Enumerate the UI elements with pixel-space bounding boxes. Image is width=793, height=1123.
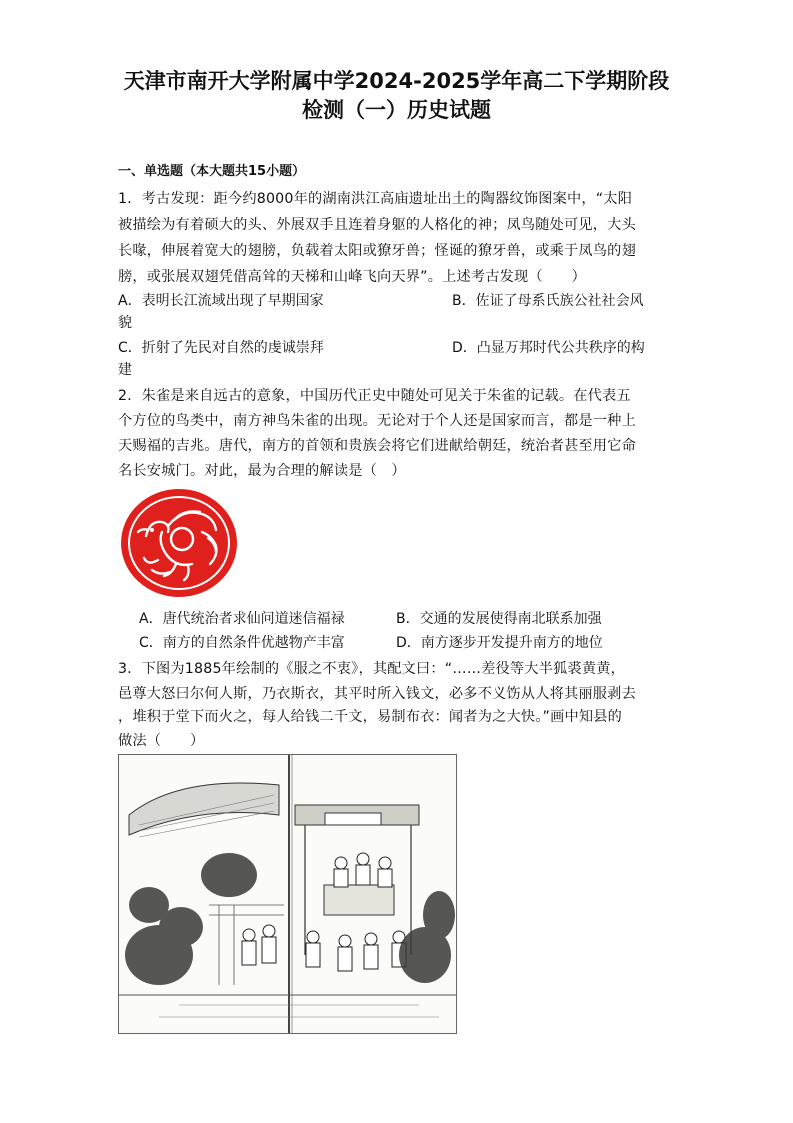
q3-stem-line: ，堆积于堂下而火之，每人给钱二千文，易制布衣：闻者为之大快。”画中知县的 bbox=[118, 709, 623, 725]
q3-stem-line: 邑尊大怒曰尔何人斯，乃衣斯衣，其平时所入钱文，必多不义饬从人将其丽服剥去 bbox=[118, 686, 636, 702]
q1-option-a[interactable]: A．表明长江流域出现了早期国家 bbox=[118, 293, 324, 309]
q2-option-c[interactable]: C．南方的自然条件优越物产丰富 bbox=[139, 635, 345, 651]
q1-option-c[interactable]: C．折射了先民对自然的虔诚崇拜 bbox=[118, 340, 324, 356]
q2-stem-line: 天赐福的吉兆。唐代，南方的首领和贵族会将它们进献给朝廷，统治者甚至用它命 bbox=[118, 438, 636, 454]
q1-stem-line: 被描绘为有着硕大的头、外展双手且连着身躯的人格化的神；凤鸟随处可见，大头 bbox=[118, 217, 636, 233]
q2-stem-line: 2．朱雀是来自远古的意象，中国历代正史中随处可见关于朱雀的记载。在代表五 bbox=[118, 388, 631, 404]
q2-stem-line: 个方位的鸟类中，南方神鸟朱雀的出现。无论对于个人还是国家而言，都是一种上 bbox=[118, 413, 636, 429]
q1-stem-line: 膀，或张展双翅凭借高耸的天梯和山峰飞向天界”。上述考古发现（ ） bbox=[118, 269, 586, 285]
q3-stem-line: 做法（ ） bbox=[118, 733, 205, 749]
exam-title-line2: 检测（一）历史试题 bbox=[302, 98, 491, 122]
q3-stem-line: 3．下图为1885年绘制的《服之不衷》，其配文曰：“……差役等大半狐裘黄黄， bbox=[118, 661, 625, 677]
exam-title-line1: 天津市南开大学附属中学2024-2025学年高二下学期阶段 bbox=[123, 69, 670, 93]
q1-option-b-wrap: 貌 bbox=[118, 315, 132, 331]
q2-option-b[interactable]: B．交通的发展使得南北联系加强 bbox=[396, 611, 602, 627]
q2-option-a[interactable]: A．唐代统治者求仙问道迷信福禄 bbox=[139, 611, 345, 627]
q1-option-d[interactable]: D．凸显万邦时代公共秩序的构 bbox=[452, 340, 645, 356]
q1-stem-line: 1．考古发现：距今约8000年的湖南洪江高庙遗址出土的陶器纹饰图案中，“太阳 bbox=[118, 191, 633, 207]
q1-stem-line: 长喙，伸展着宽大的翅膀，负载着太阳或獠牙兽；怪诞的獠牙兽，或乘于凤鸟的翅 bbox=[118, 243, 636, 259]
vermilion-bird-seal-image bbox=[118, 486, 240, 600]
section-heading: 一、单选题（本大题共15小题） bbox=[118, 164, 306, 179]
q2-stem-line: 名长安城门。对此，最为合理的解读是（ ） bbox=[118, 463, 406, 479]
yamen-engraving-illustration bbox=[118, 754, 457, 1034]
q1-option-d-wrap: 建 bbox=[118, 362, 132, 378]
q2-option-d[interactable]: D．南方逐步开发提升南方的地位 bbox=[396, 635, 603, 651]
q1-option-b[interactable]: B．佐证了母系氏族公社社会风 bbox=[452, 293, 644, 309]
